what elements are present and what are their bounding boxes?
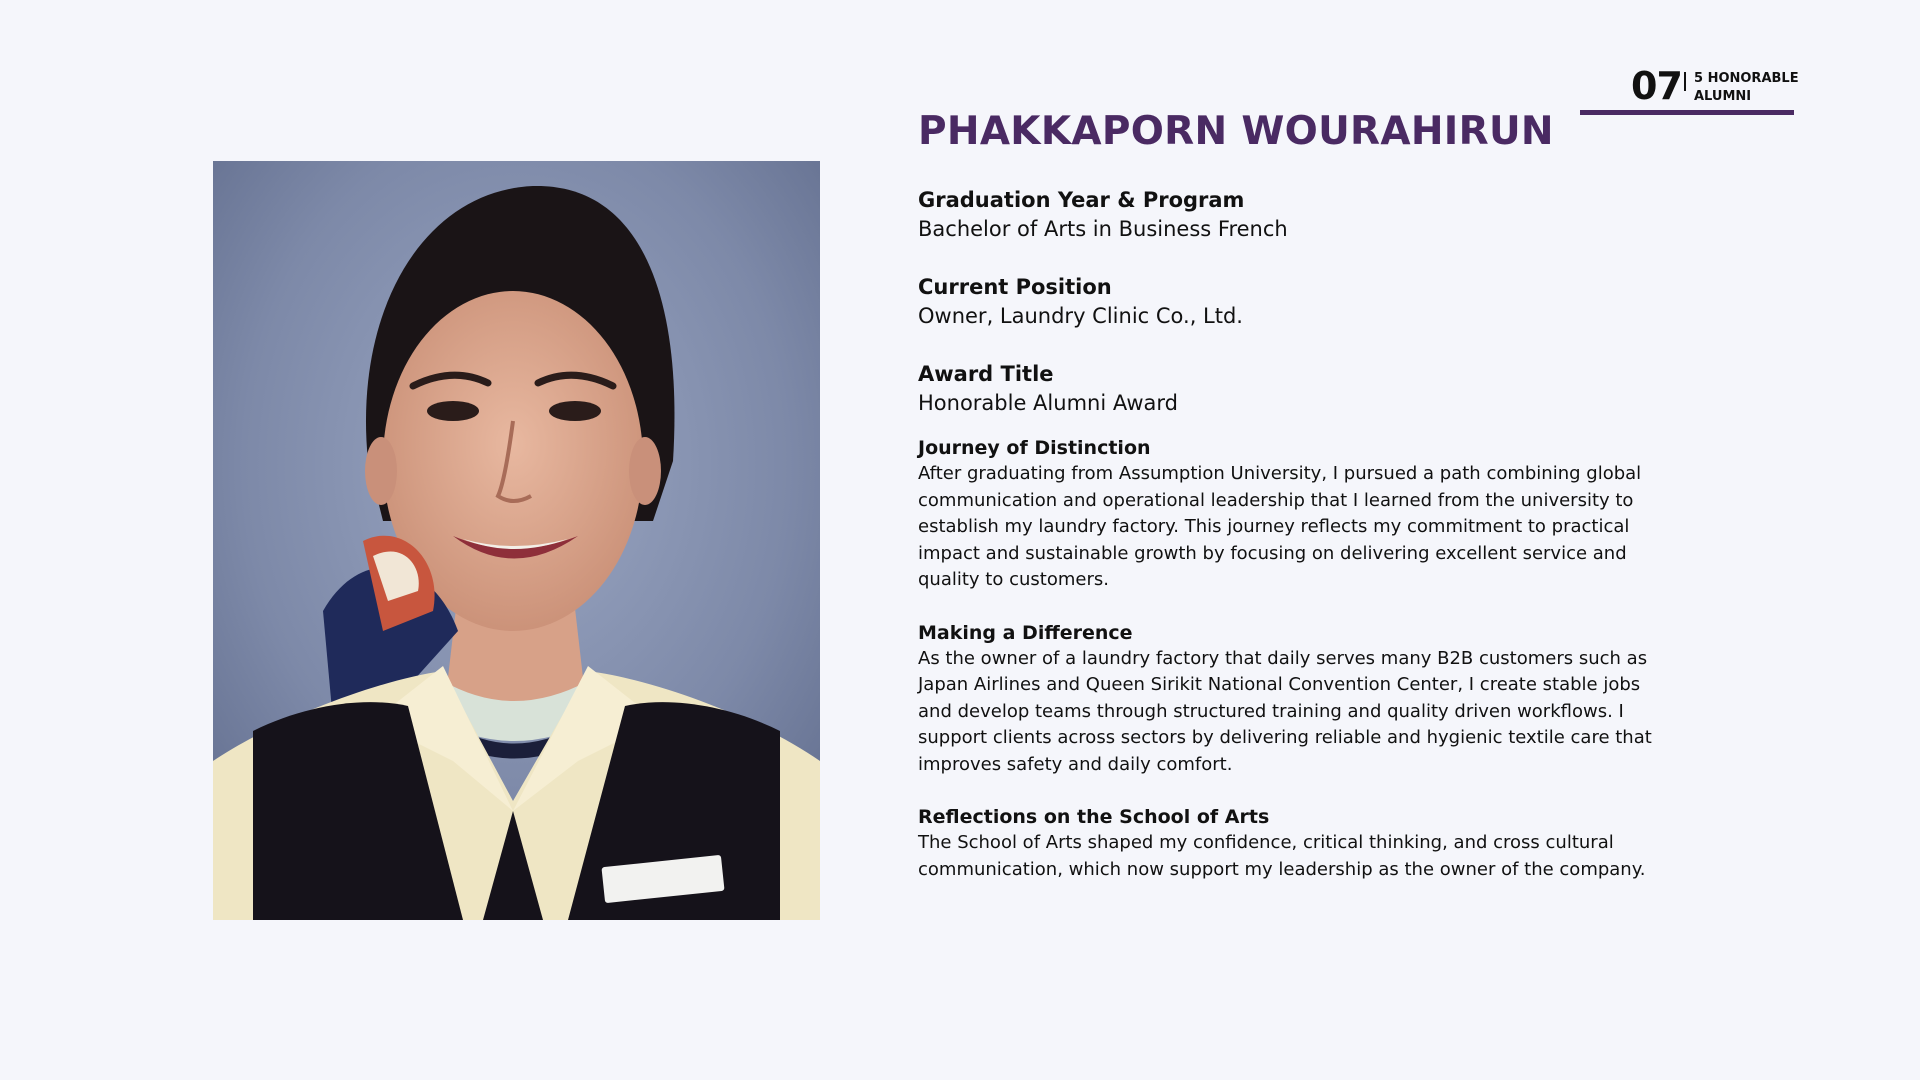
- award-field: [918, 360, 1678, 418]
- profile-content: [918, 104, 1678, 883]
- section-difference: [918, 620, 1678, 779]
- field-value: Owner, Laundry Clinic Co., Ltd.: [918, 304, 1243, 328]
- section-title: Making a Difference: [918, 621, 1133, 644]
- badge-caption-line-1: 5 HONORABLE: [1694, 71, 1799, 86]
- section-title: Journey of Distinction: [918, 437, 1151, 459]
- section-title: Reflections on the School of Arts: [918, 806, 1270, 828]
- section-body: As the owner of a laundry factory that daily serves many B2B customers such as Japan Airlines and Queen Sirikit National Convention Center, I create stable jobs and develop teams through structured training and quality driven workflows. I support clients across sectors by delivering reliable and hygienic textile care that improves safety and daily comfort.: [918, 647, 1652, 775]
- section-reflections: [918, 804, 1678, 883]
- portrait-photo: [213, 161, 820, 920]
- section-body: The School of Arts shaped my confidence, critical thinking, and cross cultural communication, which now support my leadership as the owner of the company.: [918, 832, 1646, 880]
- alumni-name: PHAKKAPORN WOURAHIRUN: [918, 109, 1554, 154]
- position-field: [918, 273, 1678, 331]
- badge-separator: [1684, 72, 1686, 91]
- badge-caption-line-2: ALUMNI: [1694, 89, 1752, 104]
- field-value: Honorable Alumni Award: [918, 391, 1178, 415]
- graduation-field: [918, 186, 1678, 244]
- field-label: Current Position: [918, 275, 1112, 299]
- field-label: Graduation Year & Program: [918, 188, 1245, 212]
- field-value: Bachelor of Arts in Business French: [918, 217, 1288, 241]
- field-label: Award Title: [918, 362, 1054, 386]
- badge-caption: [1694, 70, 1804, 106]
- section-body: After graduating from Assumption University, I pursued a path combining global communication and operational leadership that I learned from the university to establish my laundry factory. This journey reflects my commitment to practical impact and sustainable growth by focusing on delivering excellent service and quality to customers.: [918, 463, 1642, 590]
- portrait-illustration: [213, 161, 820, 920]
- page-number: 07: [1631, 64, 1682, 108]
- section-journey: [918, 435, 1678, 594]
